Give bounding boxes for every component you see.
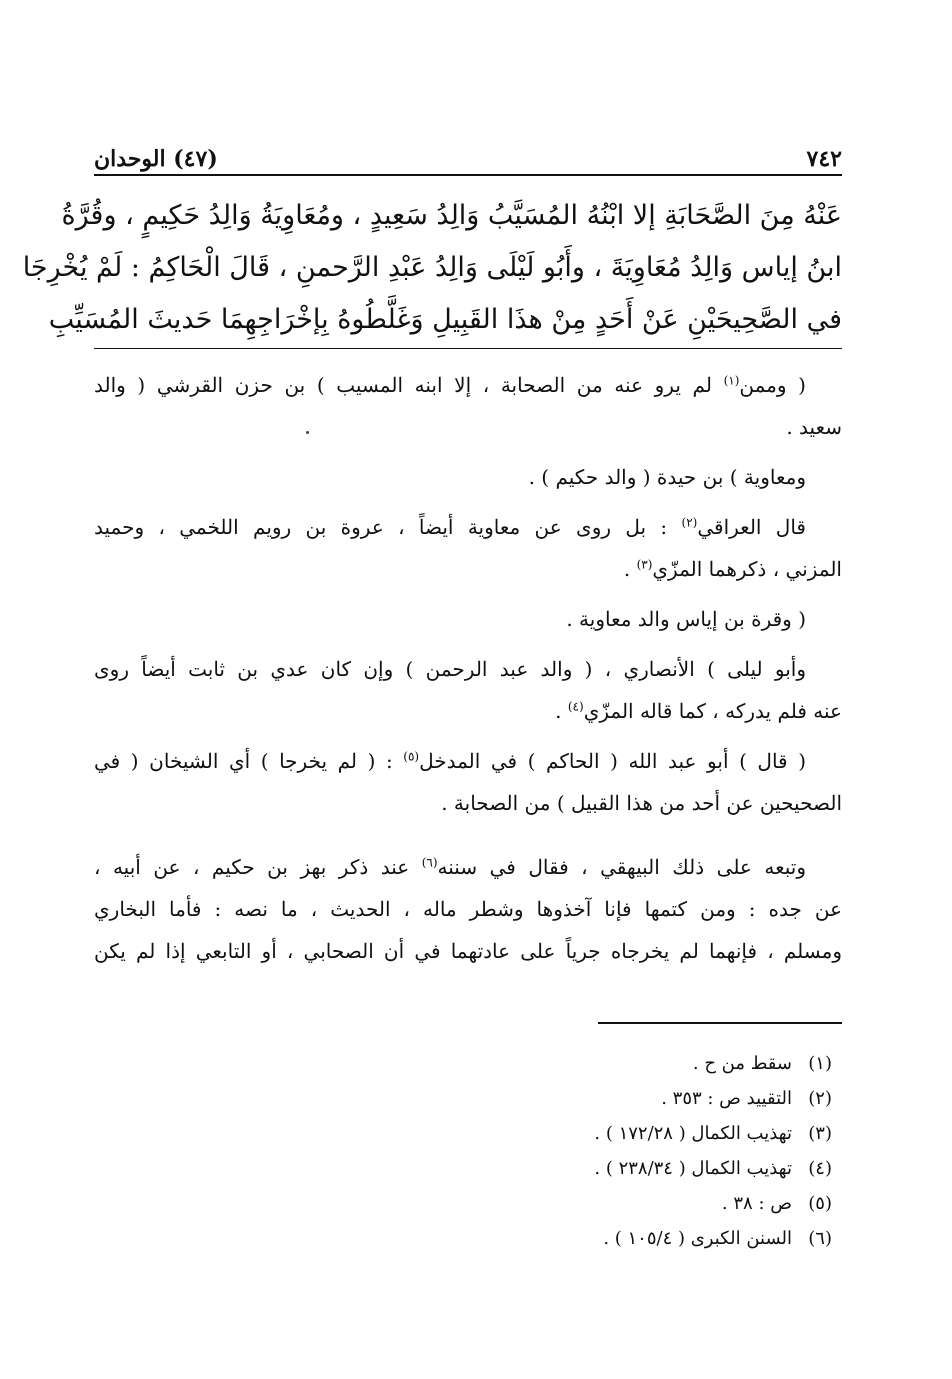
footnote-ref[interactable]: (٤) [567,699,584,714]
footnote-text: تهذيب الكمال ( ٢٣٨/٣٤ ) . [594,1158,792,1179]
verse-underline [94,348,842,349]
footnote-text: التقييد ص : ٣٥٣ . [661,1088,792,1109]
footnote-text: السنن الكبرى ( ١٠٥/٤ ) . [603,1228,792,1249]
text-line: ( وقرة بن إياس والد معاوية . [566,607,806,631]
text-line: قال العراقي$^{(٢)}$ : بل روى عن معاوية أيضاً ، عروة بن رويم اللخمي ، وحميد [94,515,806,539]
footnotes [412,1046,832,1256]
verse-line: في الصَّحِيحَيْنِ عَنْ أَحَدٍ مِنْ هذَا القَبِيلِ وَغَلَّطُوهُ بِإخْرَاجِهِمَا حَديثَ المُسَيِّبِ [48,304,842,335]
footnote-item [412,1221,832,1256]
footnote-number: (١) [808,1053,832,1074]
commentary-paragraph [94,846,842,972]
header-divider [94,174,842,176]
hadith-verse-text [22,190,842,346]
footnote-item [412,1151,832,1186]
commentary-paragraph [94,506,842,590]
text-line: ومعاوية ) بن حيدة ( والد حكيم ) . [528,465,806,489]
footnote-ref[interactable]: (٣) [636,557,653,572]
footnote-ref[interactable]: (٢) [681,515,698,530]
commentary-paragraph [94,456,842,498]
commentary-body [94,364,842,972]
text-line: وتبعه على ذلك البيهقي ، فقال في سننه$^{(٦)}$ عند ذكر بهز بن حكيم ، عن أبيه ، [94,855,806,879]
section-title: (٤٧) الوحدان [94,146,218,172]
footnote-item [412,1116,832,1151]
running-header [94,132,842,172]
text-line: ( قال ) أبو عبد الله ( الحاكم ) في المدخل$^{(٥)}$ : ( لم يخرجا ) أي الشيخان ( في [94,749,806,773]
footnote-divider [598,1022,842,1024]
footnote-item [412,1081,832,1116]
text-line: الصحيحين عن أحد من هذا القبيل ) من الصحابة . [441,791,842,815]
text-line: عنه فلم يدركه ، كما قاله المزّي$^{(٤)}$ . [555,699,842,723]
text-line: وأبو ليلى ) الأنصاري ، ( والد عبد الرحمن ) وإن كان عدي بن ثابت أيضاً روى [94,657,806,681]
text-line: سعيد . [786,415,842,439]
text-line: المزني ، ذكرهما المزّي$^{(٣)}$ . [623,557,842,581]
footnote-text: تهذيب الكمال ( ١٧٢/٢٨ ) . [594,1123,792,1144]
footnote-number: (٦) [808,1228,832,1249]
footnote-number: (٤) [808,1158,832,1179]
page-number: ٧٤٢ [806,146,842,172]
verse-line: عَنْهُ مِنَ الصَّحَابَةِ إلا ابْنُهُ المُسَيَّبُ وَالِدُ سَعِيدٍ ، ومُعَاوِيَةُ وَالِدُ حَكِيمٍ ، وقُرَّةُ [61,200,842,231]
footnote-item [412,1186,832,1221]
commentary-paragraph [94,364,842,448]
text-line: عن جده : ومن كتمها فإنا آخذوها وشطر ماله ، الحديث ، ما نصه : فأما البخاري [94,897,842,921]
footnote-ref[interactable]: (١) [723,373,740,388]
footnote-number: (٢) [808,1088,832,1109]
footnote-number: (٣) [808,1123,832,1144]
text-line: ( وممن$^{(١)}$ لم يرو عنه من الصحابة ، إلا ابنه المسيب ) بن حزن القرشي ( والد [94,373,806,397]
commentary-paragraph [94,598,842,640]
verse-line: ابنُ إياس وَالِدُ مُعَاوِيَةَ ، وأَبُو لَيْلَى وَالِدُ عَبْدِ الرَّحمنِ ، قَالَ الْحَاكِمُ : لَمْ يُخْرِجَا [22,252,842,283]
commentary-paragraph [94,740,842,824]
footnote-number: (٥) [808,1193,832,1214]
footnote-text: ص : ٣٨ . [721,1193,792,1214]
footnote-ref[interactable]: (٦) [421,855,438,870]
text-line: ومسلم ، فإنهما لم يخرجاه جرياً على عادتهما في أن الصحابي ، أو التابعي إذا لم يكن [94,939,842,963]
commentary-paragraph [94,648,842,732]
footnote-item [412,1046,832,1081]
footnote-text: سقط من ح . [692,1053,792,1074]
footnote-ref[interactable]: (٥) [403,749,420,764]
